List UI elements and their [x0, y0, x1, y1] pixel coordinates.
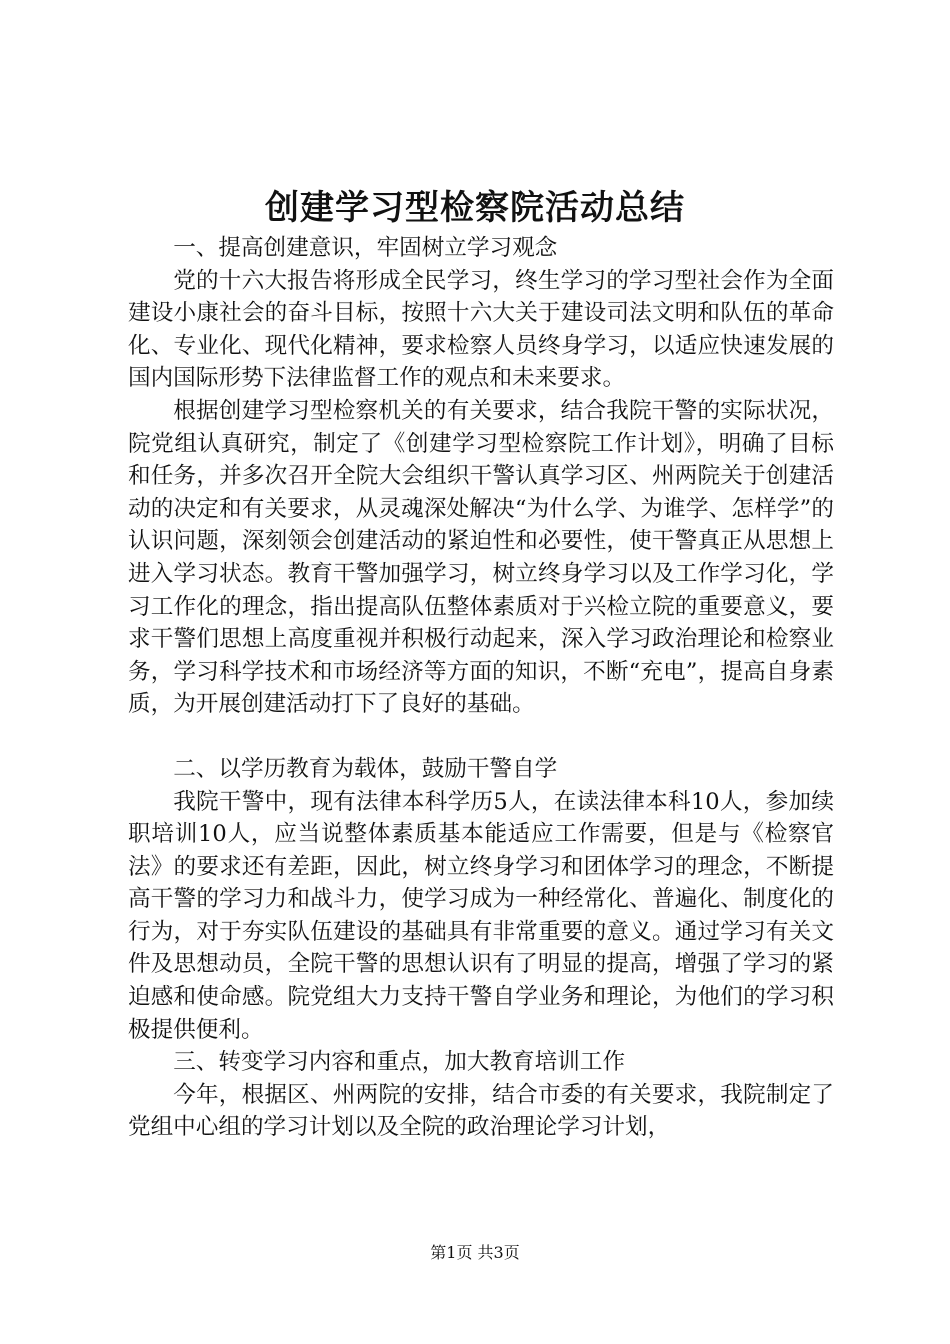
section-heading-2: 二、以学历教育为载体，鼓励干警自学 — [173, 755, 558, 782]
section-heading-3: 三、转变学习内容和重点，加大教育培训工作 — [173, 1049, 626, 1076]
body-paragraph: 今年，根据区、州两院的安排，结合市委的有关要求，我院制定了党组中心组的学习计划以及全院的政治理论学习计划， — [128, 1081, 834, 1141]
document-title: 创建学习型检察院活动总结 — [265, 188, 685, 228]
page-number-footer: 第1页 共3页 — [430, 1243, 520, 1262]
body-paragraph: 党的十六大报告将形成全民学习，终生学习的学习型社会作为全面建设小康社会的奋斗目标，按照十六大关于建设司法文明和队伍的革命化、专业化、现代化精神，要求检察人员终身学习，以适应快速发展的国内国际形势下法律监督工作的观点和未来要求。 — [128, 267, 834, 392]
body-paragraph: 我院干警中，现有法律本科学历5人，在读法律本科10人，参加续职培训10人，应当说整体素质基本能适应工作需要，但是与《检察官法》的要求还有差距，因此，树立终身学习和团体学习的理念，不断提高干警的学习力和战斗力，使学习成为一种经常化、普遍化、制度化的行为，对于夯实队伍建设的基础具有非常重要的意义。通过学习有关文件及思想动员，全院干警的思想认识有了明显的提高，增强了学习的紧迫感和使命感。院党组大力支持干警自学业务和理论，为他们的学习积极提供便利。 — [128, 788, 834, 1043]
body-paragraph: 根据创建学习型检察机关的有关要求，结合我院干警的实际状况，院党组认真研究，制定了《创建学习型检察院工作计划》，明确了目标和任务，并多次召开全院大会组织干警认真学习区、州两院关于创建活动的决定和有关要求，从灵魂深处解决“为什么学、为谁学、怎样学”的认识问题，深刻领会创建活动的紧迫性和必要性，使干警真正从思想上进入学习状态。教育干警加强学习，树立终身学习以及工作学习化，学习工作化的理念，指出提高队伍整体素质对于兴检立院的重要意义，要求干警们思想上高度重视并积极行动起来，深入学习政治理论和检察业务，学习科学技术和市场经济等方面的知识，不断“充电”，提高自身素质，为开展创建活动打下了良好的基础。 — [128, 397, 834, 718]
document-body — [128, 232, 834, 1144]
section-heading-1: 一、提高创建意识，牢固树立学习观念 — [173, 235, 558, 261]
